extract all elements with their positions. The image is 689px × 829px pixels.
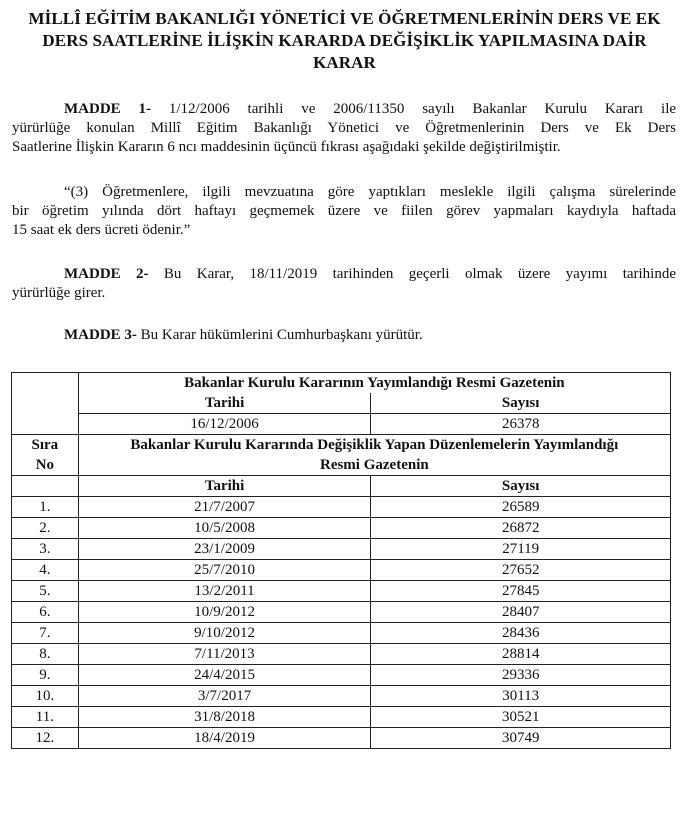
row-sayisi: 28407: [371, 602, 671, 623]
original-tarihi: 16/12/2006: [78, 414, 371, 435]
row-sayisi: 26872: [371, 518, 671, 539]
table-amend-header-row-2: [12, 455, 671, 476]
madde-2-line-1: Bu Karar, 18/11/2019 tarihinden geçerli olmak üzere yayımı tarihinde: [163, 266, 677, 282]
quote-line-2: bir öğretim yılında dört haftayı geçmemek üzere ve fiilen görev yapmaları kaydıyla haftada: [12, 203, 676, 219]
table-corner-cell: [12, 393, 79, 414]
title-line-2: DERS SAATLERİNE İLİŞKİN KARARDA DEĞİŞİKLİK YAPILMASINA DAİR: [42, 31, 647, 50]
table-row: [12, 560, 671, 581]
title-line-3: KARAR: [313, 53, 376, 72]
madde-1-line-1: 1/12/2006 tarihli ve 2006/11350 sayılı Bakanlar Kurulu Kararı ile: [168, 101, 677, 117]
row-number: 11.: [12, 707, 79, 728]
table-row: [12, 518, 671, 539]
sira-label: Sıra: [31, 437, 59, 453]
row-sayisi: 27119: [371, 539, 671, 560]
row-sayisi: 26589: [371, 497, 671, 518]
table-row: [12, 539, 671, 560]
row-number: 12.: [12, 728, 79, 749]
madde-1-line-3: Saatlerine İlişkin Kararın 6 ncı maddesinin üçüncü fıkrası aşağıdaki şekilde değiştirilmiştir.: [12, 139, 561, 155]
table-row: [12, 623, 671, 644]
original-sayisi: 26378: [371, 414, 671, 435]
title-line-1: MİLLÎ EĞİTİM BAKANLIĞI YÖNETİCİ VE ÖĞRETMENLERİNİN DERS VE EK: [28, 9, 661, 28]
table-row: [12, 728, 671, 749]
column-header-tarihi-2: Tarihi: [78, 476, 371, 497]
row-tarihi: 10/5/2008: [78, 518, 371, 539]
madde-3-label: MADDE 3-: [64, 327, 137, 343]
table-row: [12, 644, 671, 665]
table-row: [12, 665, 671, 686]
row-sayisi: 30749: [371, 728, 671, 749]
table-row: [12, 602, 671, 623]
row-tarihi: 24/4/2015: [78, 665, 371, 686]
row-number: 8.: [12, 644, 79, 665]
row-sayisi: 30113: [371, 686, 671, 707]
table-row: [12, 581, 671, 602]
no-label: No: [35, 457, 55, 473]
row-number: 2.: [12, 518, 79, 539]
column-header-tarihi: Tarihi: [78, 393, 371, 414]
row-sayisi: 27845: [371, 581, 671, 602]
row-tarihi: 10/9/2012: [78, 602, 371, 623]
madde-3-paragraph: [12, 326, 676, 345]
madde-3-text: Bu Karar hükümlerini Cumhurbaşkanı yürütür.: [140, 327, 423, 343]
table-header-amendments-2: Resmi Gazetenin: [78, 455, 670, 476]
row-sayisi: 27652: [371, 560, 671, 581]
sira-no-blank: [12, 476, 79, 497]
row-number: 1.: [12, 497, 79, 518]
table-row: [12, 686, 671, 707]
gazette-table: [11, 372, 671, 749]
table-header-original: Bakanlar Kurulu Kararının Yayımlandığı Resmi Gazetenin: [78, 373, 670, 394]
row-number: 3.: [12, 539, 79, 560]
table-amend-subheader-row: [12, 476, 671, 497]
row-sayisi: 28436: [371, 623, 671, 644]
document-title: [10, 8, 679, 74]
row-number: 10.: [12, 686, 79, 707]
row-number: 9.: [12, 665, 79, 686]
madde-1-paragraph: [12, 100, 676, 157]
table-original-row: [12, 414, 671, 435]
table-corner-cell: [12, 414, 79, 435]
column-header-sayisi: Sayısı: [371, 393, 671, 414]
madde-2-paragraph: [12, 265, 676, 303]
table-corner-cell: [12, 373, 79, 394]
row-tarihi: 7/11/2013: [78, 644, 371, 665]
row-tarihi: 3/7/2017: [78, 686, 371, 707]
table-row: [12, 707, 671, 728]
row-tarihi: 13/2/2011: [78, 581, 371, 602]
table-header-amendments: Bakanlar Kurulu Kararında Değişiklik Yapan Düzenlemelerin Yayımlandığı: [78, 435, 670, 456]
sira-no-header: [12, 435, 79, 476]
row-number: 6.: [12, 602, 79, 623]
row-tarihi: 31/8/2018: [78, 707, 371, 728]
madde-1-line-2: yürürlüğe konulan Millî Eğitim Bakanlığı Yönetici ve Öğretmenlerinin Ders ve Ek Ders: [12, 120, 676, 136]
row-number: 7.: [12, 623, 79, 644]
table-amend-header-row: [12, 435, 671, 456]
row-sayisi: 28814: [371, 644, 671, 665]
row-sayisi: 30521: [371, 707, 671, 728]
column-header-sayisi-2: Sayısı: [371, 476, 671, 497]
row-tarihi: 21/7/2007: [78, 497, 371, 518]
madde-1-label: MADDE 1-: [64, 101, 152, 117]
table-header-row: [12, 373, 671, 394]
quote-line-1: “(3) Öğretmenlere, ilgili mevzuatına göre yaptıkları meslekle ilgili çalışma sürelerinde: [64, 184, 676, 200]
row-tarihi: 18/4/2019: [78, 728, 371, 749]
madde-2-line-2: yürürlüğe girer.: [12, 285, 106, 301]
row-sayisi: 29336: [371, 665, 671, 686]
row-number: 4.: [12, 560, 79, 581]
table-subheader-row: [12, 393, 671, 414]
quote-line-3: 15 saat ek ders ücreti ödenir.”: [12, 222, 191, 238]
row-tarihi: 23/1/2009: [78, 539, 371, 560]
row-tarihi: 9/10/2012: [78, 623, 371, 644]
table-row: [12, 497, 671, 518]
row-number: 5.: [12, 581, 79, 602]
madde-2-label: MADDE 2-: [64, 266, 149, 282]
row-tarihi: 25/7/2010: [78, 560, 371, 581]
quote-paragraph: [12, 183, 676, 240]
